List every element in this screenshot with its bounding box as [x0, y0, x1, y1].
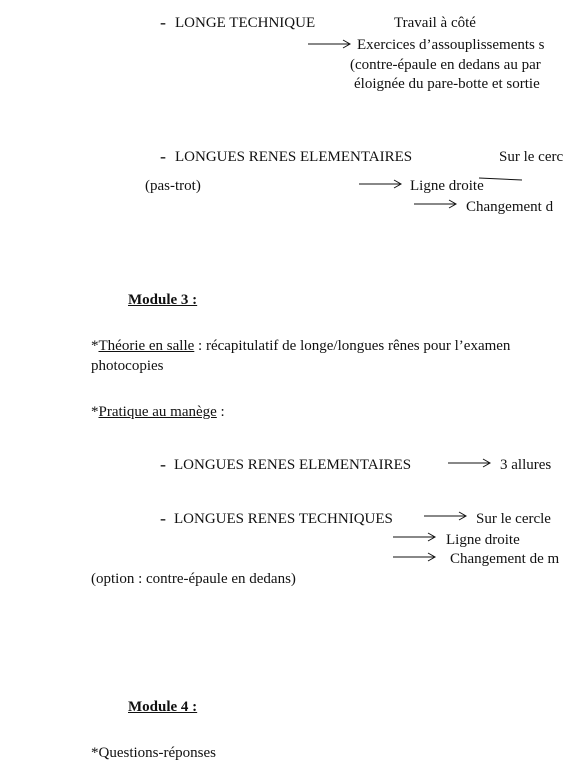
practice-line [91, 405, 225, 420]
arrow-right-icon [413, 198, 459, 210]
text-line: (option : contre-épaule en dedans) [91, 571, 296, 587]
theory-label: Théorie en salle [98, 338, 195, 354]
section-title: LONGUES RENES ELEMENTAIRES [175, 149, 413, 165]
bullet-dash: - [160, 12, 166, 32]
list-item-title: LONGUES RENES TECHNIQUES [174, 511, 393, 527]
text-line: 3 allures [500, 457, 552, 473]
prefix: * [91, 404, 99, 420]
bullet-dash: - [160, 454, 166, 474]
text-line: Ligne droite [446, 532, 520, 548]
bullet-dash: - [160, 146, 166, 166]
practice-label: Pratique au manège [98, 404, 217, 420]
arrow-right-icon [358, 178, 404, 190]
arrow-right-icon [307, 38, 353, 50]
arrow-right-icon [392, 551, 438, 563]
bullet-dash: - [160, 508, 166, 528]
module-heading: Module 4 : [128, 699, 198, 715]
prefix: * [91, 338, 99, 354]
text-line: Sur le cercle [476, 511, 551, 527]
text-line: Exercices d’assouplissements s [357, 37, 545, 53]
practice-suffix: : [216, 404, 225, 420]
section-title: LONGE TECHNIQUE [175, 15, 316, 31]
text-line: photocopies [91, 358, 164, 374]
arrow-right-icon [447, 457, 493, 469]
text-line: Changement d [466, 199, 554, 215]
theory-line [91, 339, 510, 354]
arrow-right-icon [392, 531, 438, 543]
text-line: Ligne droite [410, 178, 484, 194]
theory-text: : récapitulatif de longe/longues rênes pour l’examen [194, 338, 511, 354]
text-line: Changement de m [450, 551, 560, 567]
text-line: *Questions-réponses [91, 745, 216, 761]
section-subtitle: Travail à côté [394, 15, 476, 31]
module-heading: Module 3 : [128, 292, 198, 308]
text-line: éloignée du pare-botte et sortie [354, 76, 540, 92]
list-item-title: LONGUES RENES ELEMENTAIRES [174, 457, 412, 473]
text-line: (pas-trot) [145, 178, 201, 194]
arrow-right-icon [423, 510, 469, 522]
text-line: Sur le cerc [499, 149, 564, 165]
connector-line [478, 174, 524, 182]
text-line: (contre-épaule en dedans au par [350, 57, 541, 73]
